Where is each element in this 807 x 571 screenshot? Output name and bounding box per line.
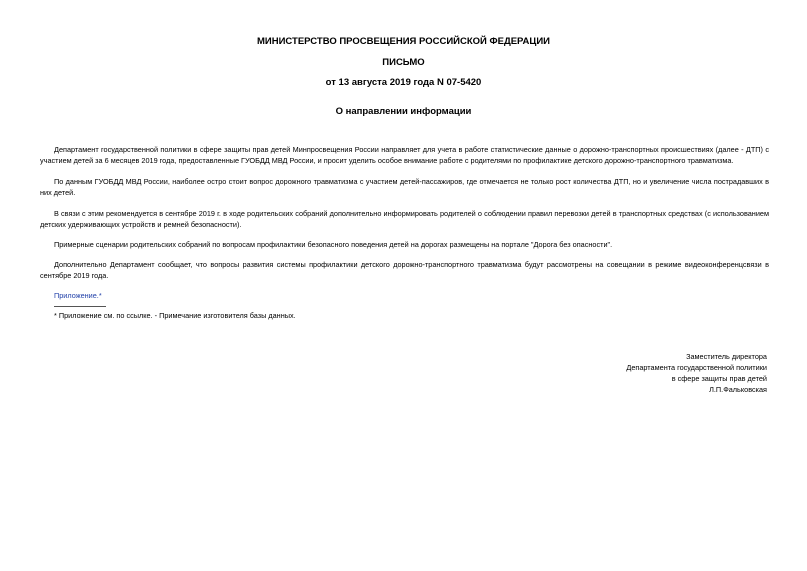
appendix-link[interactable]: Приложение.* bbox=[54, 291, 102, 300]
signature-department-scope: в сфере защиты прав детей bbox=[671, 374, 767, 383]
ministry-title: МИНИСТЕРСТВО ПРОСВЕЩЕНИЯ РОССИЙСКОЙ ФЕДЕРАЦИИ bbox=[256, 36, 551, 47]
body-paragraph: В связи с этим рекомендуется в сентябре 2019 г. в ходе родительских собраний дополнительно информировать родителей о соблюдении правил перевозки детей в транспортных средствах (с использованием детских удерживающих устройств и ремней безопасности). bbox=[40, 209, 769, 229]
body-paragraph: По данным ГУОБДД МВД России, наиболее остро стоит вопрос дорожного травматизма с участием детей-пассажиров, где отмечается не только рост количества ДТП, но и увеличение числа пострадавших в них детей. bbox=[40, 177, 769, 197]
signature-name: Л.П.Фальковская bbox=[709, 385, 767, 394]
signature-department: Департамента государственной политики bbox=[626, 363, 767, 372]
body-paragraph: Примерные сценарии родительских собраний по вопросам профилактики безопасного поведения детей на дорогах размещены на портале "Дорога без опасности". bbox=[54, 240, 613, 249]
document-date-number: от 13 августа 2019 года N 07-5420 bbox=[325, 77, 482, 88]
signature-block bbox=[626, 351, 767, 395]
footnote-divider bbox=[54, 306, 106, 307]
document-subject: О направлении информации bbox=[335, 106, 472, 117]
body-paragraph: Департамент государственной политики в сфере защиты прав детей Минпросвещения России направляет для учета в работе статистические данные о дорожно-транспортных происшествиях (далее - ДТП) с участием детей за 6 месяцев 2019 года, предоставленные ГУОБДД МВД России, и просит уделить особое внимание работе с родителями по профилактике детского дорожно-транспортного травматизма. bbox=[40, 145, 769, 165]
body-paragraph: Дополнительно Департамент сообщает, что вопросы развития системы профилактики детского дорожно-транспортного травматизма будут рассмотрены на совещании в режиме видеоконференцсвязи в сентябре 2019 года. bbox=[40, 260, 769, 280]
footnote-text: * Приложение см. по ссылке. - Примечание изготовителя базы данных. bbox=[54, 311, 296, 320]
document-type: ПИСЬМО bbox=[382, 57, 425, 68]
signature-position: Заместитель директора bbox=[686, 352, 767, 361]
